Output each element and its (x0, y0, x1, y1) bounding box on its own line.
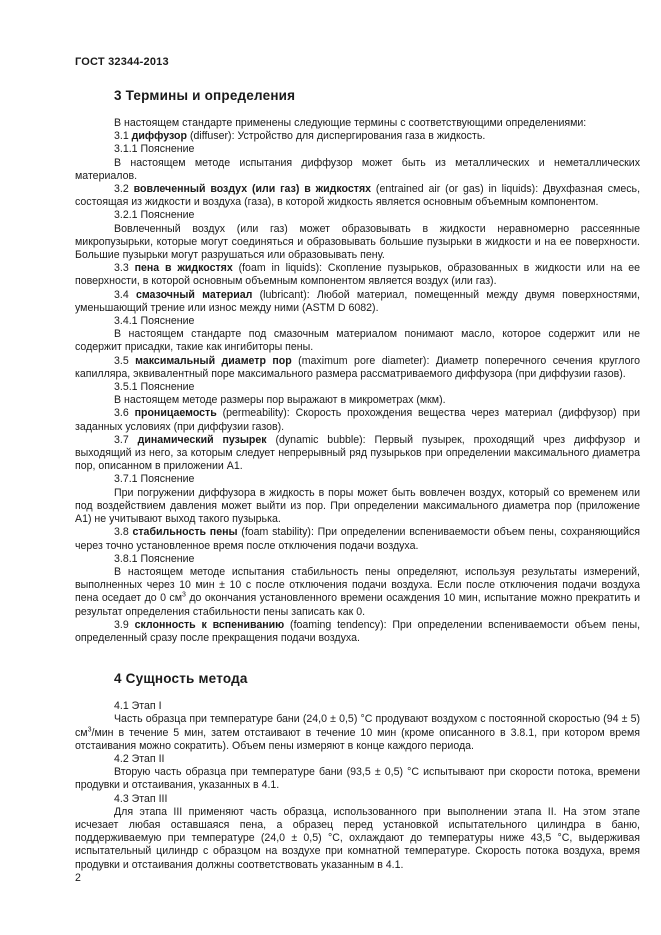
text-run: 3.9 (114, 618, 135, 631)
text-run: 3.5.1 Пояснение (114, 381, 195, 394)
paragraph (75, 143, 640, 156)
text-run: (foaming tendency): При определении вспениваемости объем пены, определенный сразу после прекращения подачи воздуха. (75, 618, 641, 644)
text-run: 3.6 (114, 407, 135, 420)
section-heading: 4 Сущность метода (114, 671, 248, 687)
text-run: 3.3 (114, 262, 135, 275)
text-run: 4.3 Этап III (114, 792, 168, 805)
text-run: 3.4.1 Пояснение (114, 315, 195, 328)
text-run: При погружении диффузора в жидкость в поры может быть вовлечен воздух, который со временем или под воздействием давления может выйти из пор. При определении максимального диаметра пор (приложение А1) не учитывают выход такого пузырька. (75, 486, 640, 526)
term: стабильность пены (132, 526, 238, 539)
paragraph (75, 223, 640, 263)
paragraph (75, 700, 640, 713)
paragraph (75, 487, 640, 527)
page-number: 2 (75, 871, 81, 884)
text-run: В настоящем методе испытания диффузор может быть из металлических и неметаллических материалов. (75, 156, 640, 182)
paragraph (75, 262, 640, 288)
term: максимальный диаметр пор (135, 354, 292, 367)
term: динамический пузырек (137, 433, 267, 446)
text-run: 3.2.1 Пояснение (114, 209, 195, 222)
text-run: Часть образца при температуре бани (24,0 ± 0,5) °С продувают воздухом с постоянной скоростью (94 ± 5) см (75, 713, 640, 739)
paragraph (75, 289, 640, 315)
paragraph (75, 117, 640, 130)
text-run: (diffuser): Устройство для диспергирования газа в жидкость. (187, 130, 486, 143)
text-run: 3.1.1 Пояснение (114, 143, 195, 156)
paragraph (75, 806, 640, 872)
paragraph (75, 566, 640, 619)
term: проницаемость (134, 407, 217, 420)
paragraph (75, 526, 640, 552)
paragraph (75, 473, 640, 486)
text-run: (foam stability): При определении вспениваемости объем пены, сохраняющийся через точно установленное время после отключения подачи воздуха. (75, 526, 640, 552)
text-run: (permeability): Скорость прохождения вещества через материал (диффузор) при заданных условиях (при диффузии газов). (75, 407, 641, 433)
paragraph (75, 434, 640, 474)
text-run: 3.4 (114, 288, 136, 301)
section-heading: 3 Термины и определения (114, 88, 296, 103)
text-run: Вовлеченный воздух (или газ) может образовывать в жидкости неравномерно рассеянные микропузырьки, которые могут соединяться и образовывать большие пузырьки в жидкости и на ее поверхности. Большие пузырьки могут разрушаться или образовывать пену. (75, 222, 640, 262)
text-run: (entrained air (or gas) in liquids): Двухфазная смесь, состоящая из жидкости и воздуха (газа), в которой жидкость является основным объемным компонентом. (75, 183, 641, 209)
text-run: (foam in liquids): Скопление пузырьков, образованных в жидкости или на ее поверхности, в которой основным объемным компонентом является воздух (или газ). (75, 262, 641, 288)
text-run: Для этапа III применяют часть образца, использованного при выполнении этапа II. На этом этапе исчезает любая оставшаяся пена, а образец перед установкой испытательного цилиндра в баню, поддерживаемую при температуре (24,0 ± 0,5) °С, охлаждают до температуры ниже 43,5 °С, выдерживая испытательный цилиндр с образцом на воздухе при комнатной температуре. Скорость потока воздуха, время продувки и отстаивания должны соответствовать указанным в 4.1. (75, 805, 640, 871)
text-run: 3.7.1 Пояснение (114, 473, 195, 486)
text-run: /мин в течение 5 мин, затем отстаивают в течение 10 мин (кроме описанного в 3.8.1, при котором время отстаивания можно сократить). Объем пены измеряют в конце каждого периода. (75, 726, 640, 752)
text-run: 3.8 (114, 526, 133, 539)
paragraph (75, 793, 640, 806)
paragraph (75, 753, 640, 766)
paragraph (75, 209, 640, 222)
text-run: Вторую часть образца при температуре бани (93,5 ± 0,5) °С испытывают при скорости потока, времени продувки и отстаивания, указанных в 4.1. (75, 766, 640, 792)
document-body (75, 88, 640, 872)
paragraph (75, 553, 640, 566)
text-run: 3.2 (114, 183, 134, 196)
text-run: (maximum pore diameter): Диаметр поперечного сечения круглого капилляра, эквивалентный поре максимального размера рассматриваемого диффузора (при диффузии газов). (75, 354, 640, 380)
paragraph (75, 355, 640, 381)
text-run: В настоящем стандарте применены следующие термины с соответствующими определениями: (114, 117, 587, 129)
term: смазочный материал (135, 288, 253, 301)
term: склонность к вспениванию (134, 618, 285, 631)
text-run: 3.8.1 Пояснение (114, 552, 195, 565)
text-run: (dynamic bubble): Первый пузырек, проходящий чрез диффузор и выходящий из него, за которым следует непрерывный ряд пузырьков при определении максимального диаметра пор, описанном в приложении А1. (75, 433, 640, 473)
text-run: до окончания установленного времени осаждения 10 мин, испытание можно прекратить и результат определения стабильности пены записать как 0. (75, 592, 640, 618)
paragraph (75, 713, 640, 753)
text-run: 3.1 (114, 130, 132, 143)
term: диффузор (131, 130, 188, 143)
paragraph (75, 130, 640, 143)
text-run: 3.7 (114, 433, 138, 446)
text-run: В настоящем методе размеры пор выражают в микрометрах (мкм). (114, 394, 446, 407)
paragraph (75, 394, 640, 407)
paragraph (75, 315, 640, 328)
term: пена в жидкостях (134, 262, 233, 275)
text-run: В настоящем методе испытания стабильность пены определяют, используя результаты измерений, выполненных через 10 мин ± 10 с после отключения подачи воздуха. Если после отключения подачи воздуха пена оседает до 0 см (75, 565, 640, 605)
document-header: ГОСТ 32344-2013 (75, 56, 169, 68)
paragraph (75, 381, 640, 394)
text-run: В настоящем стандарте под смазочным материалом понимают масло, которое содержит или не содержит присадки, такие как ингибиторы пены. (75, 328, 640, 354)
paragraph (75, 183, 640, 209)
term: вовлеченный воздух (или газ) в жидкостях (133, 183, 372, 196)
text-run: (lubricant): Любой материал, помещенный между двумя поверхностями, уменьшающий трение или износ между ними (ASTM D 6082). (75, 288, 640, 314)
paragraph (75, 328, 640, 354)
superscript: 3 (182, 591, 186, 599)
text-run: 4.2 Этап II (114, 752, 165, 765)
paragraph (75, 157, 640, 183)
paragraph (75, 766, 640, 792)
superscript: 3 (87, 726, 92, 733)
text-run: 3.5 (114, 354, 136, 367)
paragraph (75, 407, 640, 433)
paragraph (75, 619, 640, 645)
text-run: 4.1 Этап I (114, 700, 162, 713)
